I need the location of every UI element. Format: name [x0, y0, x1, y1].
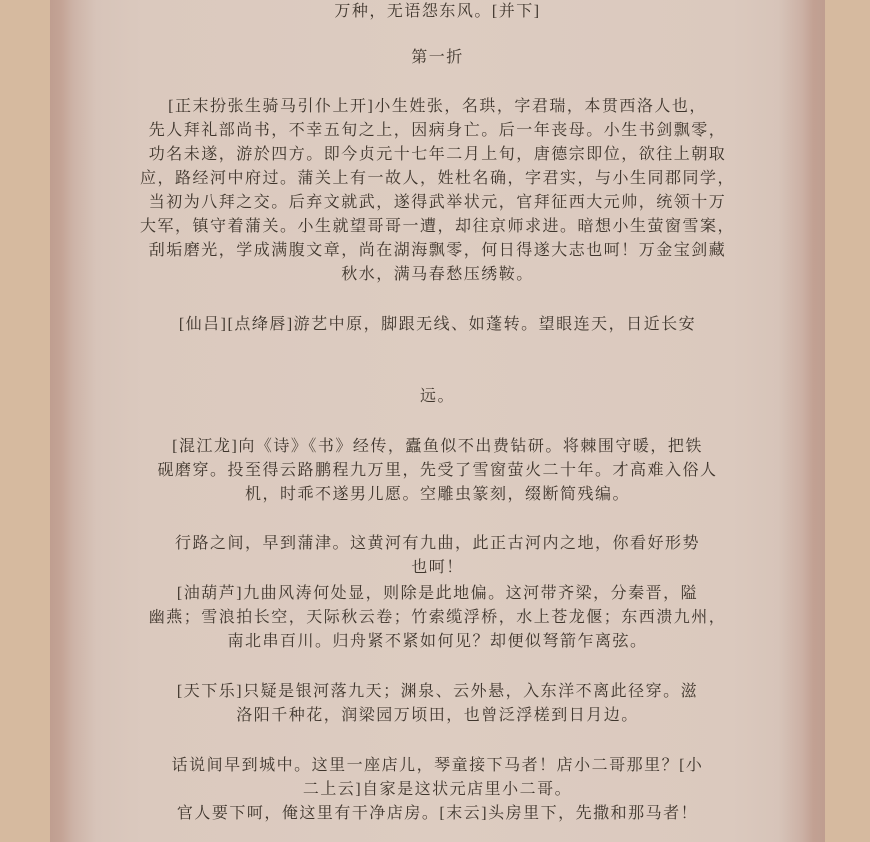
text-line: 砚磨穿。投至得云路鹏程九万里，先受了雪窗萤火二十年。才高难入俗人 [157, 462, 718, 479]
book-page[interactable] [50, 0, 825, 842]
text-line: 洛阳千种花，润梁园万顷田，也曾泛浮槎到日月边。 [236, 707, 639, 724]
text-line: 话说间早到城中。这里一座店儿，琴童接下马者！店小二哥那里？[小 [171, 757, 704, 774]
text-line: 刮垢磨光，学成满腹文章，尚在湖海飘零，何日得遂大志也呵！万金宝剑藏 [148, 242, 727, 259]
text-line: 远。 [419, 388, 455, 405]
text-line: 南北串百川。归舟紧不紧如何见？却便似弩箭乍离弦。 [227, 633, 648, 650]
text-line: 机，时乖不遂男儿愿。空雕虫篆刻，缀断简残编。 [244, 486, 630, 503]
text-line: 官人要下呵，俺这里有干净店房。[末云]头房里下，先撒和那马者！ [176, 805, 699, 822]
aria-line: [油葫芦]九曲风涛何处显，则除是此地偏。这河带齐梁，分秦晋，隘 [176, 585, 699, 602]
page-text-column [88, 0, 788, 826]
aria-line: [混江龙]向《诗》《书》经传，蠹鱼似不出费钻研。将棘围守暖，把铁 [172, 438, 703, 455]
text-line: 应，路经河中府过。蒲关上有一故人，姓杜名确，字君实，与小生同郡同学， [139, 170, 735, 187]
scene-tail-line: 万种，无语怨东风。[并下] [334, 3, 541, 20]
text-line: 二上云]自家是这状元店里小二哥。 [302, 781, 573, 798]
act-title: 第一折 [411, 49, 464, 66]
text-line: 功名未遂，游於四方。即今贞元十七年二月上旬，唐德宗即位，欲往上朝取 [148, 146, 727, 163]
text-line: 秋水，满马春愁压绣鞍。 [341, 266, 534, 283]
text-line: 先人拜礼部尚书，不幸五旬之上，因病身亡。后一年丧母。小生书剑飘零， [148, 122, 727, 139]
text-line: 幽燕；雪浪拍长空，天际秋云卷；竹索缆浮桥，水上苍龙偃；东西溃九州， [148, 609, 727, 626]
text-line: 也呵！ [411, 559, 464, 576]
text-line: 行路之间，早到蒲津。这黄河有九曲，此正古河内之地，你看好形势 [174, 535, 700, 552]
text-line: [正末扮张生骑马引仆上开]小生姓张，名珙，字君瑞，本贯西洛人也， [168, 98, 707, 115]
text-line: 当初为八拜之交。后弃文就武，遂得武举状元，官拜征西大元帅，统领十万 [148, 194, 727, 211]
text-line: 大军，镇守着蒲关。小生就望哥哥一遭，却往京师求进。暗想小生萤窗雪案， [139, 218, 735, 235]
aria-line: [仙吕][点绛唇]游艺中原，脚跟无线、如蓬转。望眼连天，日近长安 [178, 316, 697, 333]
aria-line: [天下乐]只疑是银河落九天；渊泉、云外悬，入东洋不离此径穿。滋 [176, 683, 699, 700]
